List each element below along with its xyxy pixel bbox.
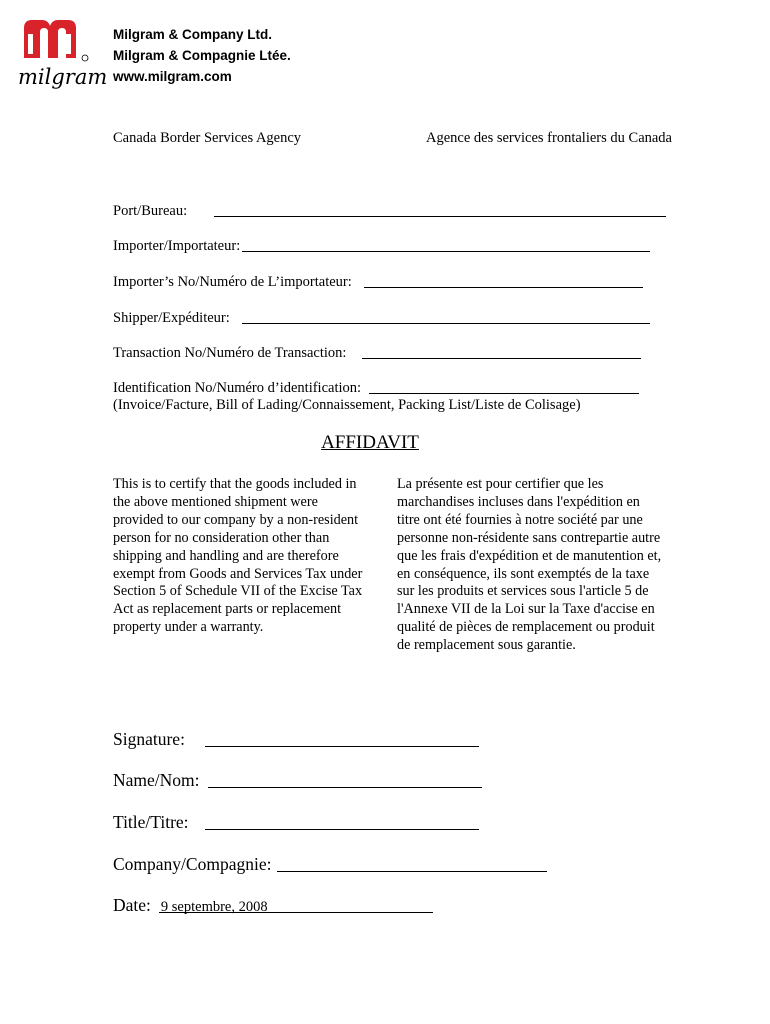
agency-french: Agence des services frontaliers du Canada	[426, 130, 672, 146]
company-website: www.milgram.com	[113, 69, 232, 84]
agency-english: Canada Border Services Agency	[113, 130, 302, 146]
importer-no-field	[113, 271, 643, 291]
title-field	[113, 809, 479, 833]
importer-input-line[interactable]	[242, 251, 650, 252]
affidavit-french-text: La présente est pour certifier que les marchandises incluses dans l'expédition en titre ont été fournies à notre société par une personne non-résidente sans contrepartie autre que les frais d'expédition et de manutention et, en conséquence, ils sont exemptés de la taxe sur les produits et services sous l'article 5 de l'Annexe VII de la Loi sur la Taxe d'accise en qualité de pièces de remplacement ou produit de remplacement sous garantie.	[397, 476, 662, 654]
identification-label: Identification No/Numéro d’identification:	[113, 380, 362, 396]
title-input-line[interactable]	[205, 829, 479, 830]
signature-field	[113, 726, 479, 750]
port-input-line[interactable]	[214, 216, 666, 217]
title-label: Title/Titre:	[113, 812, 189, 832]
shipper-field	[113, 307, 650, 327]
port-label: Port/Bureau:	[113, 203, 188, 219]
affidavit-english-text: This is to certify that the goods included in the above mentioned shipment were provided to our company by a non-resident person for no consideration other than shipping and handling and are therefore exempt from Goods and Services Tax under Section 5 of Schedule VII of the Excise Tax Act as replacement parts or replacement property under a warranty.	[113, 476, 363, 636]
date-field	[113, 892, 433, 916]
importer-no-label: Importer’s No/Numéro de L’importateur:	[113, 274, 352, 290]
date-value: 9 septembre, 2008	[160, 899, 268, 915]
shipper-label: Shipper/Expéditeur:	[113, 310, 230, 326]
company-name-fr: Milgram & Compagnie Ltée.	[113, 48, 291, 63]
transaction-input-line[interactable]	[362, 358, 641, 359]
company-input-line[interactable]	[277, 871, 547, 872]
affidavit-title: AFFIDAVIT	[321, 432, 419, 453]
company-field	[113, 851, 547, 875]
transaction-label: Transaction No/Numéro de Transaction:	[113, 345, 347, 361]
name-field	[113, 767, 482, 791]
name-label: Name/Nom:	[113, 770, 200, 790]
logo-wordmark: milgram	[18, 65, 108, 89]
transaction-field	[113, 342, 641, 362]
importer-no-input-line[interactable]	[364, 287, 643, 288]
name-input-line[interactable]	[208, 787, 482, 788]
signature-input-line[interactable]	[205, 746, 479, 747]
importer-label: Importer/Importateur:	[113, 238, 241, 254]
identification-note: (Invoice/Facture, Bill of Lading/Connaissement, Packing List/Liste de Colisage)	[113, 397, 581, 413]
milgram-logo	[18, 14, 108, 94]
importer-field	[113, 235, 650, 255]
signature-label: Signature:	[113, 729, 185, 749]
date-input[interactable]	[159, 896, 433, 916]
port-field	[113, 200, 666, 220]
shipper-input-line[interactable]	[242, 323, 650, 324]
identification-input-line[interactable]	[369, 393, 639, 394]
date-label: Date:	[113, 895, 151, 915]
company-name-en: Milgram & Company Ltd.	[113, 27, 273, 42]
date-input-line	[159, 912, 433, 913]
company-label: Company/Compagnie:	[113, 854, 272, 874]
identification-field	[113, 377, 639, 397]
company-header	[113, 24, 291, 87]
